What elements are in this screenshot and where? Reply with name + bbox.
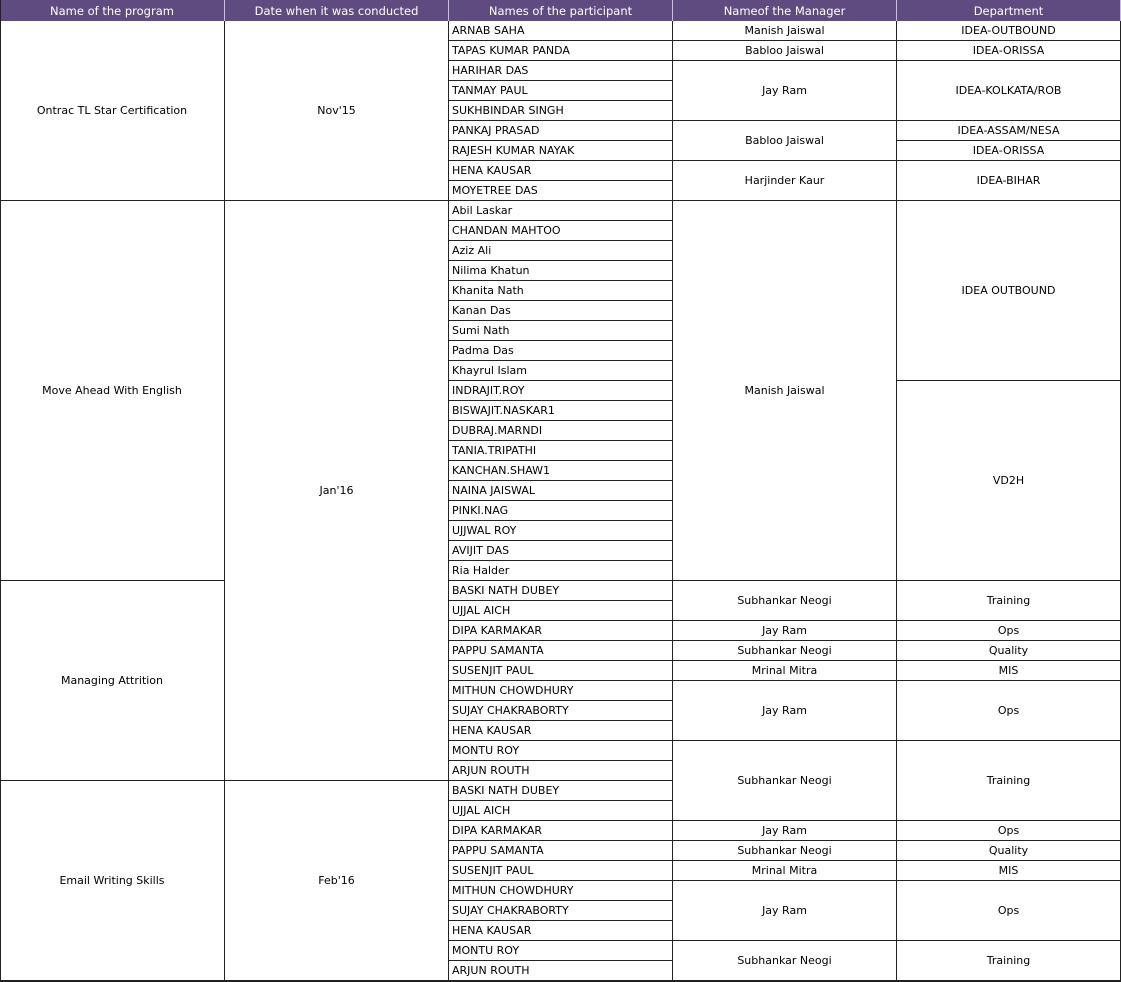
cell-participant[interactable]: MONTU ROY — [449, 741, 673, 761]
cell-date[interactable]: Nov'15 — [225, 21, 449, 201]
cell-manager[interactable]: Mrinal Mitra — [673, 661, 897, 681]
cell-participant[interactable]: PANKAJ PRASAD — [449, 121, 673, 141]
cell-manager[interactable]: Jay Ram — [673, 681, 897, 741]
cell-program[interactable]: Email Writing Skills — [0, 781, 225, 981]
cell-program[interactable]: Ontrac TL Star Certification — [0, 21, 225, 201]
header-date[interactable]: Date when it was conducted — [225, 0, 449, 21]
cell-date[interactable]: Jan'16 — [225, 201, 449, 781]
header-program[interactable]: Name of the program — [0, 0, 225, 21]
cell-manager[interactable]: Jay Ram — [673, 61, 897, 121]
cell-participant[interactable]: HARIHAR DAS — [449, 61, 673, 81]
header-participant[interactable]: Names of the participant — [449, 0, 673, 21]
cell-participant[interactable]: DIPA KARMAKAR — [449, 621, 673, 641]
cell-participant[interactable]: KANCHAN.SHAW1 — [449, 461, 673, 481]
cell-participant[interactable]: Aziz Ali — [449, 241, 673, 261]
cell-department[interactable]: Training — [897, 581, 1121, 621]
cell-participant[interactable]: Padma Das — [449, 341, 673, 361]
cell-participant[interactable]: Khanita Nath — [449, 281, 673, 301]
cell-department[interactable]: IDEA-ORISSA — [897, 41, 1121, 61]
cell-participant[interactable]: Khayrul Islam — [449, 361, 673, 381]
cell-participant[interactable]: Abil Laskar — [449, 201, 673, 221]
cell-date[interactable]: Feb'16 — [225, 781, 449, 981]
cell-manager[interactable]: Harjinder Kaur — [673, 161, 897, 201]
cell-manager[interactable]: Subhankar Neogi — [673, 581, 897, 621]
cell-manager[interactable]: Subhankar Neogi — [673, 841, 897, 861]
cell-department[interactable]: Ops — [897, 621, 1121, 641]
cell-program[interactable]: Managing Attrition — [0, 581, 225, 781]
cell-participant[interactable]: MOYETREE DAS — [449, 181, 673, 201]
cell-participant[interactable]: MITHUN CHOWDHURY — [449, 681, 673, 701]
cell-participant[interactable]: ARJUN ROUTH — [449, 761, 673, 781]
cell-participant[interactable]: ARJUN ROUTH — [449, 961, 673, 981]
cell-department[interactable]: IDEA-BIHAR — [897, 161, 1121, 201]
cell-participant[interactable]: SUJAY CHAKRABORTY — [449, 901, 673, 921]
cell-department[interactable]: VD2H — [897, 381, 1121, 581]
cell-manager[interactable]: Manish Jaiswal — [673, 21, 897, 41]
cell-participant[interactable]: UJJAL AICH — [449, 601, 673, 621]
cell-participant[interactable]: RAJESH KUMAR NAYAK — [449, 141, 673, 161]
cell-participant[interactable]: INDRAJIT.ROY — [449, 381, 673, 401]
cell-manager[interactable]: Subhankar Neogi — [673, 741, 897, 821]
cell-participant[interactable]: DIPA KARMAKAR — [449, 821, 673, 841]
cell-participant[interactable]: BASKI NATH DUBEY — [449, 581, 673, 601]
cell-department[interactable]: Ops — [897, 821, 1121, 841]
cell-department[interactable]: Training — [897, 941, 1121, 981]
cell-department[interactable]: IDEA OUTBOUND — [897, 201, 1121, 381]
cell-department[interactable]: Training — [897, 741, 1121, 821]
cell-manager[interactable]: Babloo Jaiswal — [673, 121, 897, 161]
cell-department[interactable]: IDEA-ASSAM/NESA — [897, 121, 1121, 141]
cell-manager[interactable]: Manish Jaiswal — [673, 201, 897, 581]
cell-participant[interactable]: SUSENJIT PAUL — [449, 661, 673, 681]
cell-program[interactable]: Move Ahead With English — [0, 201, 225, 581]
cell-manager[interactable]: Subhankar Neogi — [673, 641, 897, 661]
cell-department[interactable]: MIS — [897, 661, 1121, 681]
cell-department[interactable]: IDEA-OUTBOUND — [897, 21, 1121, 41]
cell-department[interactable]: Ops — [897, 681, 1121, 741]
cell-participant[interactable]: HENA KAUSAR — [449, 161, 673, 181]
cell-manager[interactable]: Babloo Jaiswal — [673, 41, 897, 61]
cell-participant[interactable]: ARNAB SAHA — [449, 21, 673, 41]
cell-department[interactable]: IDEA-ORISSA — [897, 141, 1121, 161]
cell-participant[interactable]: DUBRAJ.MARNDI — [449, 421, 673, 441]
cell-participant[interactable]: UJJAL AICH — [449, 801, 673, 821]
cell-department[interactable]: IDEA-KOLKATA/ROB — [897, 61, 1121, 121]
cell-participant[interactable]: Nilima Khatun — [449, 261, 673, 281]
cell-participant[interactable]: NAINA JAISWAL — [449, 481, 673, 501]
cell-manager[interactable]: Jay Ram — [673, 621, 897, 641]
cell-participant[interactable]: Sumi Nath — [449, 321, 673, 341]
cell-participant[interactable]: MONTU ROY — [449, 941, 673, 961]
table-left-border — [0, 0, 1, 982]
cell-participant[interactable]: BISWAJIT.NASKAR1 — [449, 401, 673, 421]
cell-manager[interactable]: Jay Ram — [673, 881, 897, 941]
cell-department[interactable]: Quality — [897, 641, 1121, 661]
cell-department[interactable]: Quality — [897, 841, 1121, 861]
header-department[interactable]: Department — [897, 0, 1121, 21]
cell-participant[interactable]: PINKI.NAG — [449, 501, 673, 521]
cell-manager[interactable]: Mrinal Mitra — [673, 861, 897, 881]
cell-participant[interactable]: PAPPU SAMANTA — [449, 641, 673, 661]
cell-participant[interactable]: SUSENJIT PAUL — [449, 861, 673, 881]
cell-participant[interactable]: BASKI NATH DUBEY — [449, 781, 673, 801]
header-manager[interactable]: Nameof the Manager — [673, 0, 897, 21]
cell-participant[interactable]: MITHUN CHOWDHURY — [449, 881, 673, 901]
cell-participant[interactable]: HENA KAUSAR — [449, 921, 673, 941]
cell-department[interactable]: MIS — [897, 861, 1121, 881]
cell-participant[interactable]: CHANDAN MAHTOO — [449, 221, 673, 241]
cell-participant[interactable]: PAPPU SAMANTA — [449, 841, 673, 861]
cell-manager[interactable]: Subhankar Neogi — [673, 941, 897, 981]
cell-participant[interactable]: UJJWAL ROY — [449, 521, 673, 541]
cell-participant[interactable]: TANIA.TRIPATHI — [449, 441, 673, 461]
cell-participant[interactable]: TAPAS KUMAR PANDA — [449, 41, 673, 61]
cell-participant[interactable]: AVIJIT DAS — [449, 541, 673, 561]
cell-participant[interactable]: SUJAY CHAKRABORTY — [449, 701, 673, 721]
cell-participant[interactable]: Ria Halder — [449, 561, 673, 581]
cell-participant[interactable]: Kanan Das — [449, 301, 673, 321]
cell-participant[interactable]: HENA KAUSAR — [449, 721, 673, 741]
cell-participant[interactable]: TANMAY PAUL — [449, 81, 673, 101]
cell-manager[interactable]: Jay Ram — [673, 821, 897, 841]
cell-department[interactable]: Ops — [897, 881, 1121, 941]
cell-participant[interactable]: SUKHBINDAR SINGH — [449, 101, 673, 121]
